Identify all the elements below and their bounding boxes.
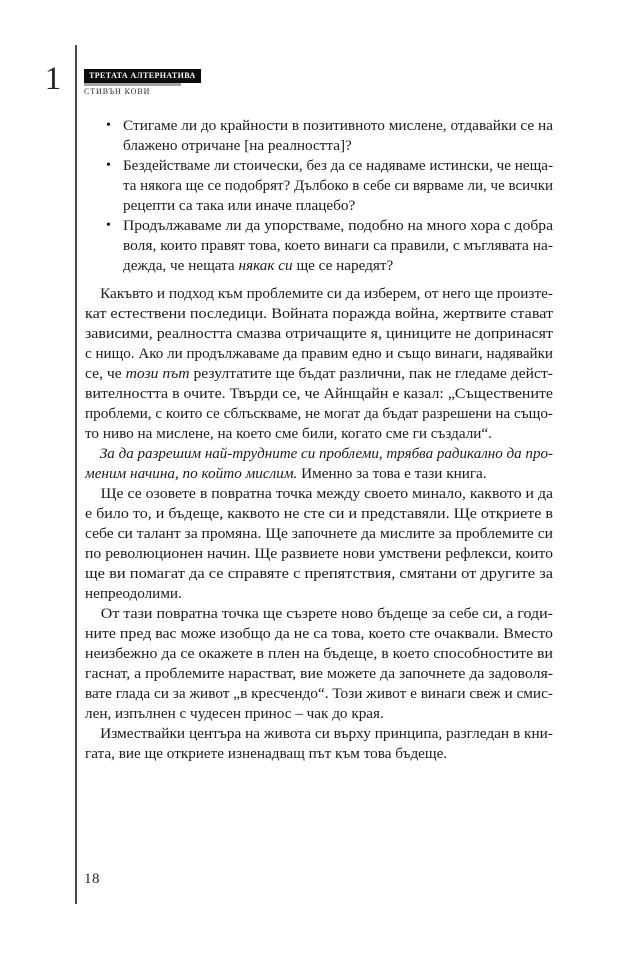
- text-line: рецепти са така или иначе плацебо?: [123, 197, 356, 214]
- text-line: вителността в очите. Твърди се, че Айнщайн е казал: „Съществените: [85, 385, 553, 402]
- text-line: Бездействаме ли стоически, без да се надяваме истински, че неща-: [123, 157, 553, 174]
- text-line: Измествайки центъра на живота си върху принципа, разгледан в кни-: [100, 725, 554, 742]
- text-line: меним начина, по който мислим. Именно за това е тази книга.: [85, 465, 487, 482]
- text-line: зависими, реалността смазва отричащите я, циниците не допринасят: [85, 325, 553, 342]
- text-line: лен, изпълнен с чудесен принос – чак до края.: [85, 705, 384, 722]
- paragraph: [85, 724, 553, 764]
- text-line: с нищо. Ако ли продължаваме да правим едно и също винаги, надявайки: [85, 345, 553, 362]
- bullet-list: [85, 116, 553, 276]
- author-name: СТИВЪН КОВИ: [84, 87, 151, 96]
- text-line: воля, които правят това, което винаги са правили, с мъглявата на-: [123, 237, 553, 254]
- bullet-marker-icon: •: [106, 118, 111, 133]
- text-line: гаснат, а проблемите нарастват, вие можете да започнете да задоволя-: [85, 665, 553, 682]
- text-line: по революционен начин. Ще развиете нови умствени рефлекси, които: [85, 545, 553, 562]
- text-line: Ще се озовете в повратна точка между своето минало, каквото и да: [100, 485, 553, 502]
- book-title-badge: ТРЕТАТА АЛТЕРНАТИВА: [84, 69, 201, 83]
- text-line: ще ви помагат да се справяте с препятствия, смятани от другите за: [85, 565, 553, 582]
- text-line: себе си талант за промяна. Ще започнете да мислите за проблемите си: [85, 525, 553, 542]
- text-line: ните пред вас може изобщо да не са това, което сте очаквали. Вместо: [85, 625, 553, 642]
- bullet-item: [85, 216, 553, 276]
- bullet-marker-icon: •: [106, 218, 111, 233]
- page-number: 18: [84, 871, 100, 887]
- paragraph: [85, 444, 553, 484]
- text-line: то ниво на мислене, на което сме били, когато сме ги създали“.: [85, 425, 492, 442]
- text-line: неизбежно да се окажете в плен на бъдеще, в което способностите ви: [85, 645, 553, 662]
- text-line: гата, вие ще откриете изненадващ път към това бъдеще.: [85, 745, 448, 762]
- margin-rule: [75, 45, 77, 904]
- text-line: се, че този път резултатите ще бъдат различни, пак не гледаме дейст-: [85, 365, 553, 382]
- text-line: Какъвто и подход към проблемите си да изберем, от него ще произте-: [100, 285, 553, 302]
- bullet-marker-icon: •: [106, 158, 111, 173]
- text-line: блажено отричане [на реалността]?: [123, 137, 352, 154]
- paragraph: [85, 284, 553, 444]
- text-line: та някога ще се подобрят? Дълбоко в себе си вярваме ли, че всички: [123, 177, 553, 194]
- text-line: е било то, и бъдеще, каквото не сте си и представяли. Ще откриете в: [85, 505, 553, 522]
- text-line: вате глада си за живот „в кресчендо“. Този живот е винаги свеж и смис-: [85, 685, 553, 702]
- bullet-item: [85, 156, 553, 216]
- text-line: дежда, че нещата някак си ще се наредят?: [123, 257, 394, 274]
- text-line: Стигаме ли до крайности в позитивното мислене, отдавайки се на: [123, 117, 553, 134]
- text-line: Продължаваме ли да упорстваме, подобно на много хора с добра: [123, 217, 553, 234]
- bullet-item: [85, 116, 553, 156]
- paragraph: [85, 484, 553, 604]
- title-underline: [84, 83, 181, 86]
- text-column: [85, 116, 553, 764]
- text-line: кат естествени последици. Войната поражда война, жертвите стават: [85, 305, 553, 322]
- text-line: непреодолими.: [85, 585, 182, 602]
- text-line: От тази повратна точка ще съзрете ново бъдеще за себе си, а годи-: [100, 605, 553, 622]
- chapter-number: 1: [44, 61, 62, 97]
- text-line: За да разрешим най-трудните си проблеми, трябва радикално да про-: [99, 445, 553, 462]
- text-line: проблеми, с които се сблъскваме, не могат да бъдат разрешени на също-: [85, 405, 553, 422]
- paragraph: [85, 604, 553, 724]
